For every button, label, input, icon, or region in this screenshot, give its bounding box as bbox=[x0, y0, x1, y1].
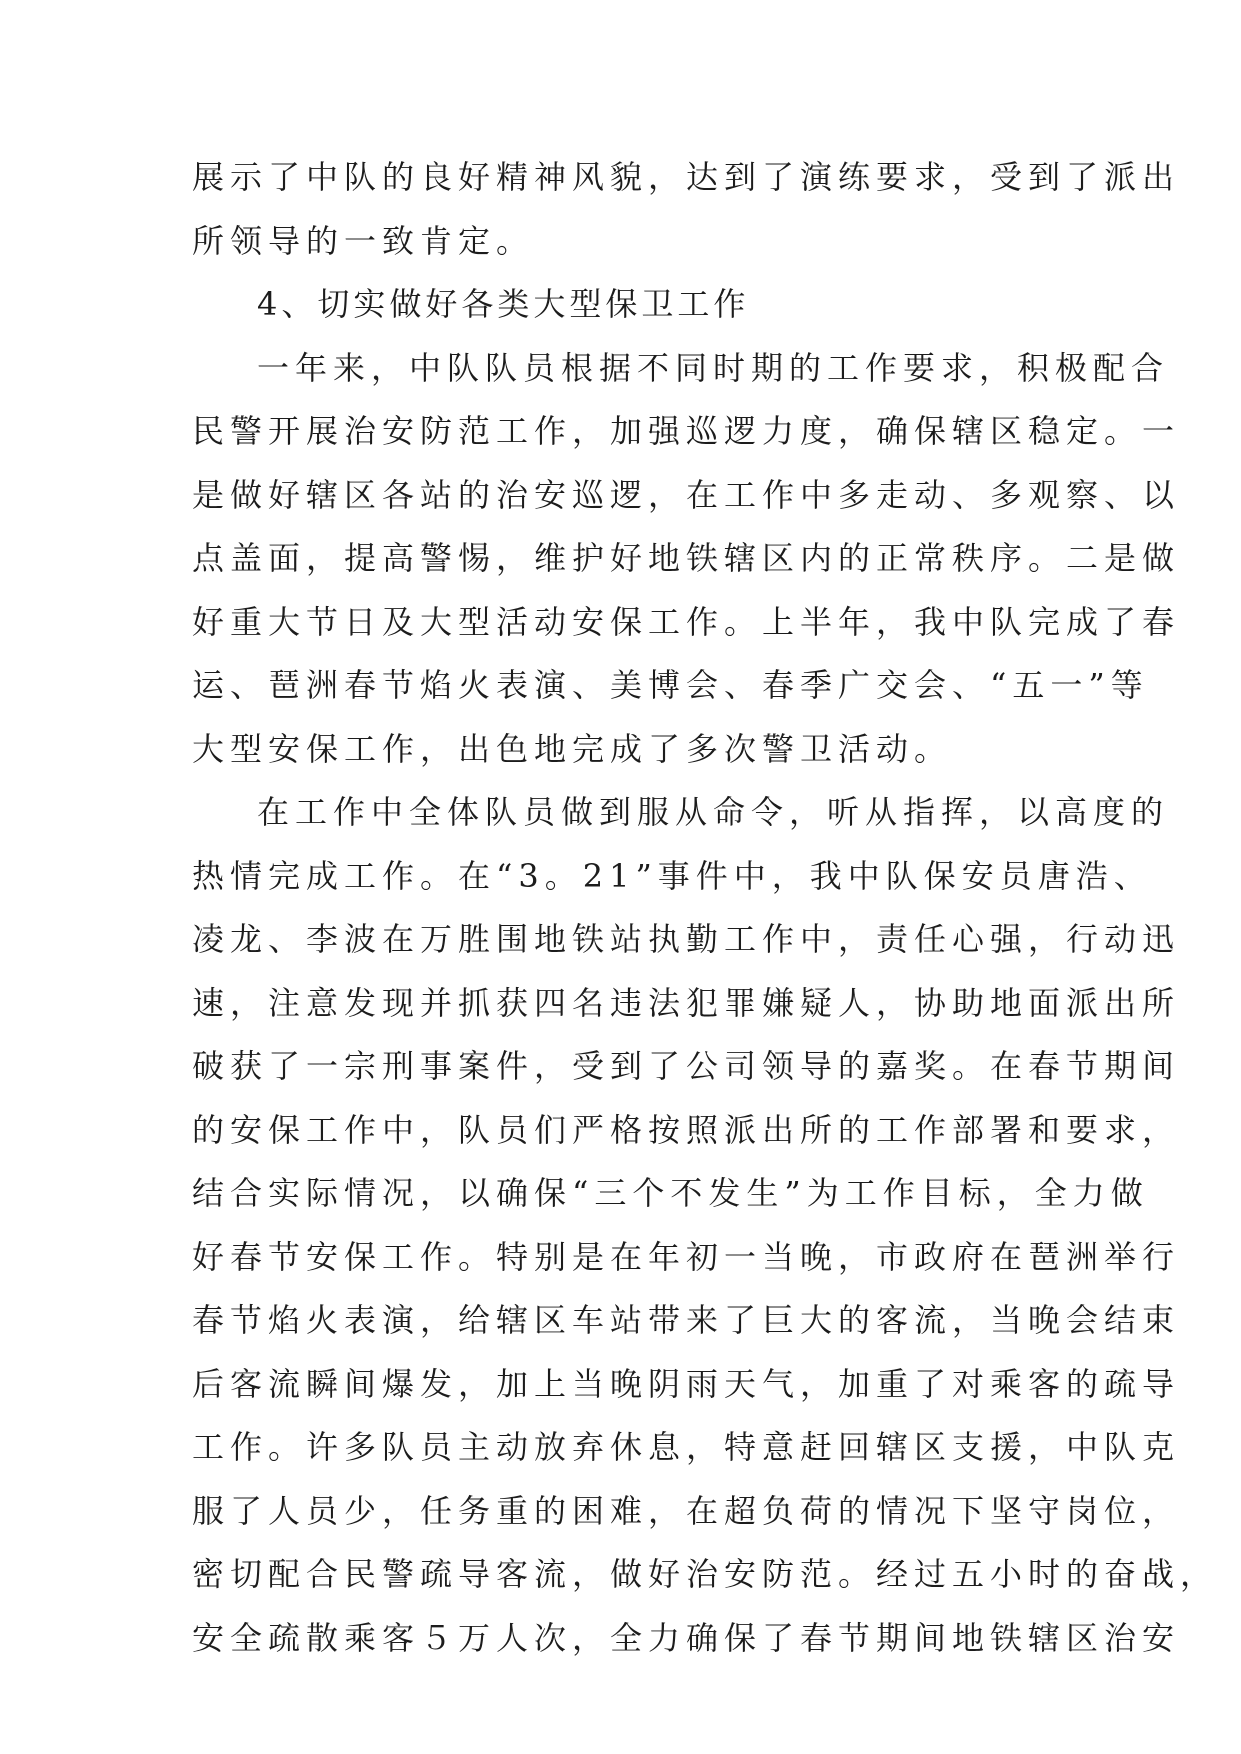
text-line: 所领导的一致肯定。 bbox=[192, 221, 535, 260]
text-line: 服了人员少，任务重的困难，在超负荷的情况下坚守岗位， bbox=[192, 1491, 1181, 1530]
text-line: 工作。许多队员主动放弃休息，特意赶回辖区支援，中队克 bbox=[192, 1428, 1181, 1466]
text-line: 后客流瞬间爆发，加上当晚阴雨天气，加重了对乘客的疏导 bbox=[192, 1364, 1181, 1403]
text-line: 好重大节日及大型活动安保工作。上半年，我中队完成了春 bbox=[192, 602, 1181, 641]
text-line: 热情完成工作。在“3。21”事件中，我中队保安员唐浩、 bbox=[192, 856, 1152, 895]
text-line: 运、琶洲春节焰火表演、美博会、春季广交会、“五一”等 bbox=[192, 666, 1149, 704]
paragraph-continuation bbox=[192, 146, 1181, 273]
text-line: 安全疏散乘客５万人次，全力确保了春节期间地铁辖区治安 bbox=[192, 1618, 1181, 1657]
paragraph-obedience bbox=[192, 781, 1219, 1670]
text-line: 在工作中全体队员做到服从命令，听从指挥，以高度的 bbox=[257, 793, 1170, 831]
text-line: 是做好辖区各站的治安巡逻，在工作中多走动、多观察、以 bbox=[192, 475, 1181, 514]
text-line: 速，注意发现并抓获四名违法犯罪嫌疑人，协助地面派出所 bbox=[192, 983, 1181, 1022]
section-heading-text: 4、切实做好各类大型保卫工作 bbox=[257, 285, 750, 323]
text-line: 展示了中队的良好精神风貌，达到了演练要求，受到了派出 bbox=[192, 158, 1181, 196]
text-line: 结合实际情况，以确保“三个不发生”为工作目标，全力做 bbox=[192, 1174, 1149, 1212]
text-line: 点盖面，提高警惕，维护好地铁辖区内的正常秩序。二是做 bbox=[192, 539, 1181, 577]
paragraph-security-work bbox=[192, 337, 1181, 782]
text-line: 破获了一宗刑事案件，受到了公司领导的嘉奖。在春节期间 bbox=[192, 1047, 1181, 1085]
text-line: 春节焰火表演，给辖区车站带来了巨大的客流，当晚会结束 bbox=[192, 1301, 1181, 1339]
text-line: 大型安保工作，出色地完成了多次警卫活动。 bbox=[192, 729, 953, 768]
text-line: 凌龙、李波在万胜围地铁站执勤工作中，责任心强，行动迅 bbox=[192, 920, 1181, 958]
text-line: 民警开展治安防范工作，加强巡逻力度，确保辖区稳定。一 bbox=[192, 412, 1181, 450]
section-heading bbox=[192, 273, 1056, 337]
text-line: 的安保工作中，队员们严格按照派出所的工作部署和要求， bbox=[192, 1110, 1181, 1149]
text-line: 密切配合民警疏导客流，做好治安防范。经过五小时的奋战， bbox=[192, 1555, 1219, 1593]
text-line: 好春节安保工作。特别是在年初一当晚，市政府在琶洲举行 bbox=[192, 1237, 1181, 1276]
text-line: 一年来，中队队员根据不同时期的工作要求，积极配合 bbox=[257, 348, 1170, 387]
document-page bbox=[192, 146, 1219, 1670]
